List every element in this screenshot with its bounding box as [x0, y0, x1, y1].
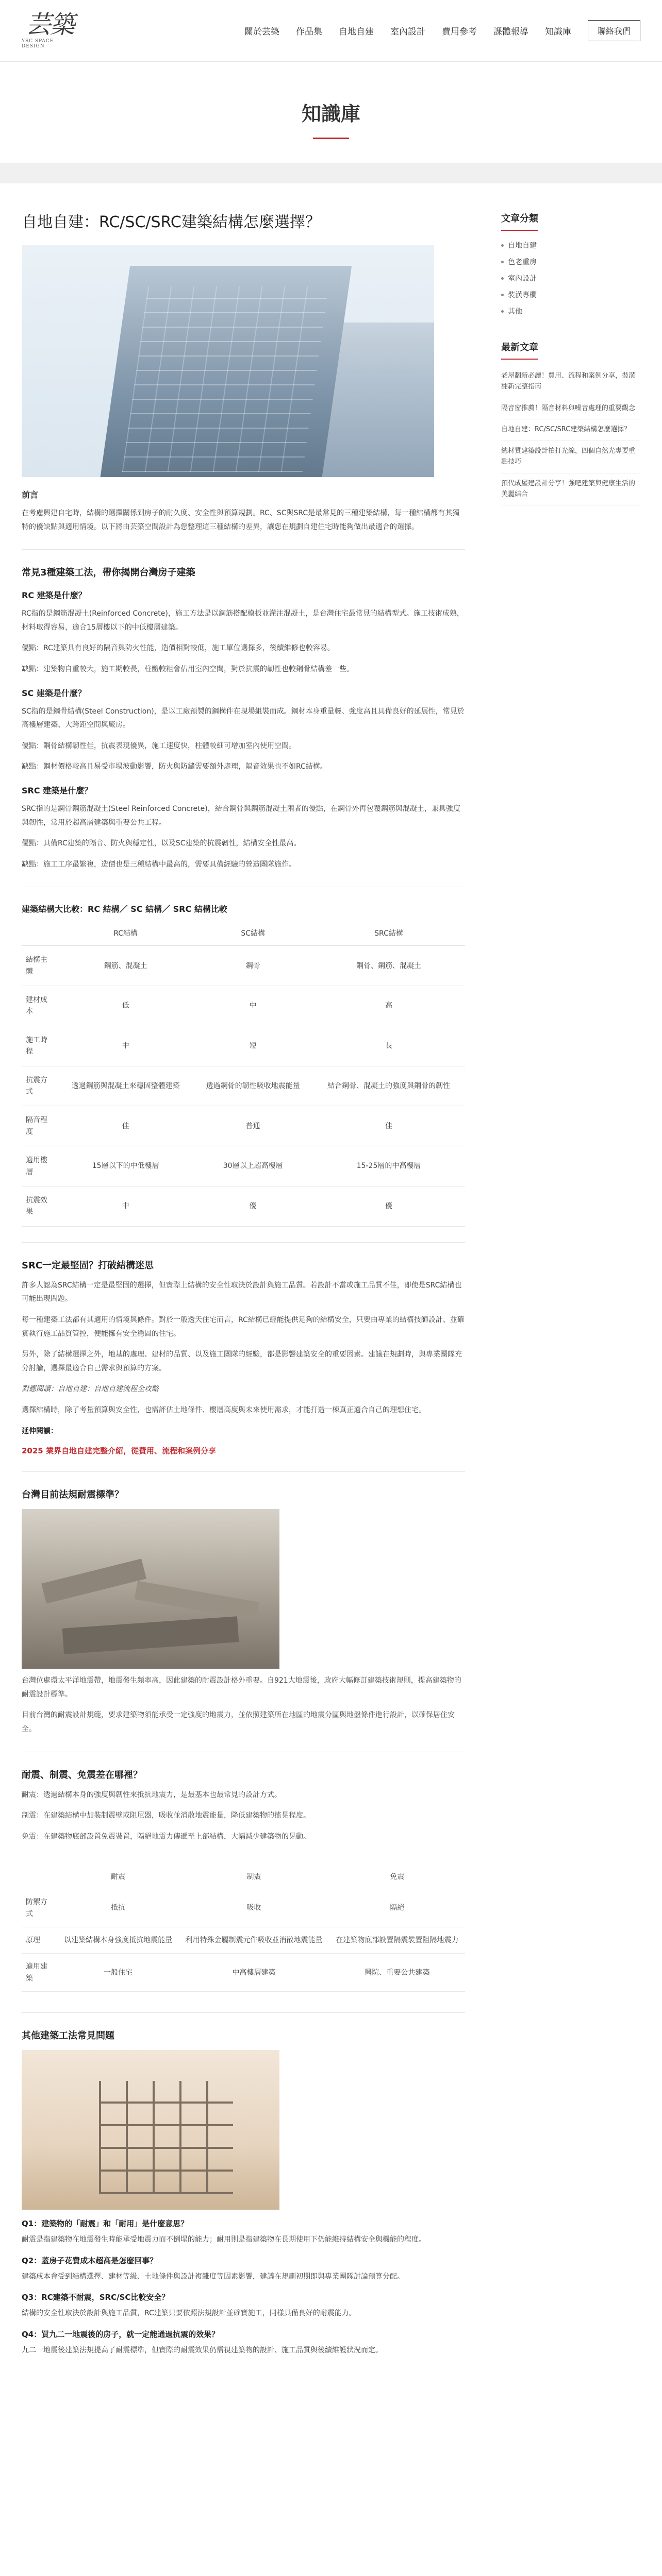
rc-cons: 缺點：建築物自重較大，施工期較長，柱體較粗會佔用室內空間，對於抗震的韌性也較鋼骨結構差一些。	[22, 665, 354, 673]
section4-heading: 耐震、制震、免震差在哪裡？	[22, 1769, 142, 1781]
category-list	[501, 237, 640, 319]
nav-item-media[interactable]: 課體報導	[493, 27, 528, 37]
content-container	[22, 183, 640, 2396]
recent-post-link[interactable]: 老屋翻新必讀！費用、流程和案例分享，裝潢翻新完整指南	[501, 366, 640, 398]
table-header	[22, 1864, 58, 1889]
table-row: 建材成本 低 中 高	[22, 986, 465, 1026]
faq-question: Q1：建築物的「耐震」和「耐用」是什麼意思？	[22, 2219, 189, 2229]
categories-box	[501, 211, 640, 319]
recent-post-link[interactable]: 隔音窗推薦！隔音材料與噪音處理的重要觀念	[501, 398, 640, 420]
divider	[22, 1242, 465, 1243]
table-row: 適用樓層 15層以下的中低樓層 30層以上超高樓層 15-25層的中高樓層	[22, 1146, 465, 1187]
intro-heading: 前言	[22, 490, 39, 500]
nav-item-self-build[interactable]: 自地自建	[338, 27, 374, 37]
intro-text: 在考慮興建自宅時，結構的選擇關係到房子的耐久度、安全性與預算規劃。RC、SC與SRC是最常見的三種建築結構，每一種結構都有其獨特的優缺點與適用情境。以下將由芸築空間設計為您整理這三種結構的差異，讓您在規劃自建住宅時能夠做出最適合的選擇。	[22, 509, 460, 531]
nav-item-pricing[interactable]: 費用參考	[441, 27, 477, 37]
sc-pros: 優點：鋼骨結構韌性佳，抗震表現優異，施工速度快，柱體較細可增加室內使用空間。	[22, 741, 296, 750]
table-header: 耐震	[58, 1864, 178, 1889]
category-item[interactable]: 色老重房	[501, 253, 640, 270]
section5-heading: 其他建築工法常見問題	[22, 2030, 114, 2042]
faq-answer: 九二一地震後建築法規提高了耐震標準，但實際的耐震效果仍需視建築物的設計、施工品質與後續維護狀況而定。	[22, 2346, 383, 2355]
page-title: 知識庫	[301, 103, 360, 125]
hero-building-image	[22, 245, 434, 477]
sc-heading: SC 建築是什麼？	[22, 688, 86, 698]
category-item[interactable]: 自地自建	[501, 237, 640, 253]
table-row: 防禦方式 抵抗 吸收 隔絕	[22, 1889, 465, 1927]
recent-heading: 最新文章	[501, 340, 538, 360]
section2-text: 許多人認為SRC結構一定是最堅固的選擇，但實際上結構的安全性取決於設計與施工品質。若設計不當或施工品質不佳，即使是SRC結構也可能出現問題。	[22, 1281, 462, 1303]
section2-text: 選擇結構時，除了考量預算與安全性，也需評估土地條件、樓層高度與未來使用需求，才能打造一棟真正適合自己的理想住宅。	[22, 1405, 426, 1414]
src-pros: 優點：具備RC建築的隔音、防火與穩定性，以及SC建築的抗震韌性，結構安全性最高。	[22, 839, 301, 848]
sc-text: SC指的是鋼骨結構(Steel Construction)，是以工廠預製的鋼構件在現場組裝而成。鋼材本身重量輕、強度高且具備良好的延展性，常見於高樓層建築、大跨距空間與廠房。	[22, 707, 465, 730]
section4-text: 耐震：透過結構本身的強度與韌性來抵抗地震力，是最基本也最常見的設計方式。	[22, 1790, 282, 1799]
table-header	[22, 921, 58, 946]
rc-pros: 優點：RC建築具有良好的隔音與防火性能，造價相對較低，施工單位選擇多，後續維修也較容易。	[22, 644, 335, 653]
faq-question: Q2：蓋房子花費成本超高是怎麼回事？	[22, 2256, 158, 2265]
divider	[22, 2012, 465, 2013]
recent-list	[501, 366, 640, 505]
categories-heading: 文章分類	[501, 211, 538, 231]
table-row: 施工時程 中 短 長	[22, 1026, 465, 1066]
divider	[22, 549, 465, 550]
rc-heading: RC 建築是什麼？	[22, 590, 87, 601]
table-row: 結構主體 鋼筋、混凝土 鋼骨 鋼骨、鋼筋、混凝土	[22, 946, 465, 986]
table-header: 免震	[329, 1864, 465, 1889]
nav-item-about[interactable]: 關於芸築	[244, 27, 279, 37]
faq-question: Q3：RC建築不耐震，SRC/SC比較安全？	[22, 2293, 170, 2302]
logo-mark: 芸築	[26, 10, 74, 39]
site-header	[0, 0, 662, 62]
contact-button[interactable]: 聯絡我們	[588, 20, 640, 41]
src-cons: 缺點：施工工序最繁複，造價也是三種結構中最高的，需要具備經驗的營造團隊施作。	[22, 860, 296, 869]
section2-text: 另外，除了結構選擇之外，地基的處理、建材的品質、以及施工團隊的經驗，都是影響建築安全的重要因素。建議在規劃時，與專業團隊充分討論，選擇最適合自己需求與預算的方案。	[22, 1350, 462, 1372]
seismic-comparison-table	[22, 1864, 465, 1992]
nav-item-interior[interactable]: 室內設計	[390, 27, 425, 37]
category-item[interactable]: 其他	[501, 303, 640, 319]
faq-answer: 結構的安全性取決於設計與施工品質，RC建築只要依照法規設計並確實施工，同樣具備良好的耐震能力。	[22, 2309, 356, 2318]
faq-answer: 耐震是指建築物在地震發生時能承受地震力而不倒塌的能力；耐用則是指建築物在長期使用下仍能維持結構安全與機能的程度。	[22, 2235, 426, 2244]
section4-text: 制震：在建築結構中加裝制震壁或阻尼器，吸收並消散地震能量，降低建築物的搖晃程度。	[22, 1811, 310, 1820]
logo-text: YSC SPACE DESIGN	[22, 39, 54, 49]
sidebar	[501, 209, 640, 2396]
table-header: SRC結構	[312, 921, 465, 946]
extended-reading-link[interactable]: 2025 業界自地自建完整介紹，從費用、流程和案例分享	[22, 1446, 216, 1456]
src-text: SRC指的是鋼骨鋼筋混凝土(Steel Reinforced Concrete)，結合鋼骨與鋼筋混凝土兩者的優點，在鋼骨外再包覆鋼筋與混凝土，兼具強度與韌性，常用於超高層建築與重要公共工程。	[22, 804, 460, 827]
table-row: 原理 以建築結構本身強度抵抗地震能量 利用特殊金屬制震元件吸收並消散地震能量 在建築物底部設置隔震裝置阻隔地震力	[22, 1927, 465, 1954]
article-title: 自地自建：RC/SC/SRC建築結構怎麼選擇？	[22, 213, 321, 231]
section3-text: 台灣位處環太平洋地震帶，地震發生頻率高，因此建築的耐震設計格外重要。自921大地震後，政府大幅修訂建築技術規則，提高建築物的耐震設計標準。	[22, 1676, 461, 1699]
src-heading: SRC 建築是什麼？	[22, 785, 93, 795]
article	[22, 209, 465, 2396]
table-row: 隔音程度 佳 普通 佳	[22, 1106, 465, 1146]
bullet-icon	[501, 277, 504, 280]
recent-post-link[interactable]: 自地自建：RC/SC/SRC建築結構怎麼選擇？	[501, 419, 640, 441]
section3-heading: 台灣目前法規耐震標準？	[22, 1489, 124, 1501]
section2-heading: SRC一定最堅固？打破結構迷思	[22, 1260, 154, 1271]
bullet-icon	[501, 261, 504, 263]
faq-answer: 建築成本會受到結構選擇、建材等級、土地條件與設計複雜度等因素影響，建議在規劃初期即與專業團隊討論預算分配。	[22, 2272, 404, 2281]
construction-frame-image	[22, 2050, 279, 2210]
rc-text: RC指的是鋼筋混凝土(Reinforced Concrete)，施工方法是以鋼筋搭配模板並灌注混凝土，是台灣住宅最常見的結構型式。施工技術成熟，材料取得容易，適合15層樓以下的中低樓層建築。	[22, 609, 464, 632]
divider-band	[0, 163, 662, 183]
structure-comparison-table	[22, 921, 465, 1226]
page-heading	[0, 62, 662, 163]
section2-text: 每一種建築工法都有其適用的情境與條件。對於一般透天住宅而言，RC結構已經能提供足夠的結構安全，只要由專業的結構技師設計、並確實執行施工品質管控，便能擁有安全穩固的住宅。	[22, 1315, 465, 1338]
faq-question: Q4：買九二一地震後的房子，就一定能通過抗震的效果？	[22, 2330, 220, 2340]
main-nav	[237, 20, 640, 41]
nav-item-portfolio[interactable]: 作品集	[295, 27, 322, 37]
nav-item-knowledge[interactable]: 知識庫	[544, 27, 571, 37]
site-logo[interactable]	[22, 12, 78, 49]
recent-post-link[interactable]: 預代成屋建設計分享！強吧建築與健康生活的美麗結合	[501, 473, 640, 506]
table-row: 抗震效果 中 優 優	[22, 1187, 465, 1227]
sc-cons: 缺點：鋼材價格較高且易受市場波動影響，防火與防鏽需要額外處理，隔音效果也不如RC結構。	[22, 762, 327, 771]
section4-text: 免震：在建築物底部設置免震裝置，隔絕地震力傳遞至上部結構，大幅減少建築物的晃動。	[22, 1832, 310, 1841]
extended-reading-label: 延伸閱讀：	[22, 1427, 58, 1435]
table-header: 制震	[178, 1864, 329, 1889]
table1-heading: 建築結構大比較：RC 結構／ SC 結構／ SRC 結構比較	[22, 904, 227, 914]
recent-post-link[interactable]: 總材質建築設計拍打光線，四個自然光專要重點技巧	[501, 441, 640, 473]
table-row: 抗震方式 透過鋼筋與混凝土來穩固整體建築 透過鋼骨的韌性吸收地震能量 結合鋼骨、混凝土的強度與鋼骨的韌性	[22, 1066, 465, 1106]
table-header: SC結構	[193, 921, 312, 946]
recent-posts-box	[501, 340, 640, 505]
table-header: RC結構	[58, 921, 193, 946]
section3-text: 目前台灣的耐震設計規範，要求建築物須能承受一定強度的地震力，並依照建築所在地區的地震分區與地盤條件進行設計，以確保居住安全。	[22, 1711, 455, 1733]
bullet-icon	[501, 294, 504, 296]
earthquake-rubble-image	[22, 1509, 279, 1669]
category-item[interactable]: 室內設計	[501, 270, 640, 286]
category-item[interactable]: 裝潢專欄	[501, 286, 640, 303]
bullet-icon	[501, 244, 504, 247]
title-underline	[313, 138, 349, 139]
table-row: 適用建築 一般住宅 中高樓層建築 醫院、重要公共建築	[22, 1954, 465, 1992]
section1-heading: 常見3種建築工法，帶你揭開台灣房子建築	[22, 567, 195, 579]
section2-related[interactable]: 對應閱讀：自地自建：自地自建流程全攻略	[22, 1385, 159, 1394]
bullet-icon	[501, 310, 504, 313]
divider	[22, 1471, 465, 1472]
